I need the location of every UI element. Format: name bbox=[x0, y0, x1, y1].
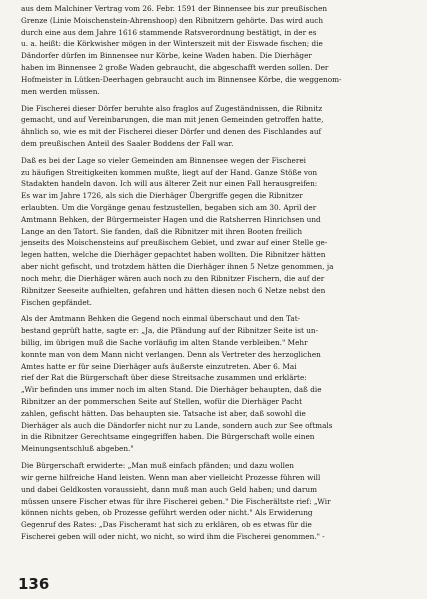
text-line: u. a. heißt: die Körkwisher mögen in der Winterszeit mit der Eiswade fischen; die bbox=[21, 39, 323, 49]
page-number: 136 bbox=[18, 575, 50, 593]
text-line: in die Ribnitzer Gerechtsame eingegriffen haben. Die Bürgerschaft wolle einen bbox=[21, 432, 315, 442]
text-line: aus dem Malchiner Vertrag vom 26. Febr. 1591 der Binnensee bis zur preußischen bbox=[21, 4, 328, 13]
text-line: Amtmann Behken, der Bürgermeister Hagen und die Ratsherren Hinrichsen und bbox=[21, 214, 321, 224]
paragraph bbox=[21, 103, 406, 150]
text-line: rief der Rat die Bürgerschaft über diese Streitsache zusammen und erklärte: bbox=[21, 373, 307, 383]
text-line: dem preußischen Anteil des Saaler Boddens der Fall war. bbox=[21, 138, 234, 148]
text-line: Dierhäger als auch die Dändorfer nicht nur zu Lande, sondern auch zur See oftmals bbox=[21, 420, 333, 430]
text-line: können nichts geben, ob Prozesse geführt werden oder nicht." Als Erwiderung bbox=[21, 508, 313, 518]
text-line: Ribnitzer an der pommerschen Seite auf Stellen, wofür die Dierhäger Pacht bbox=[21, 397, 303, 406]
text-line: Meinungsentschluß abgeben." bbox=[21, 444, 134, 454]
text-line: konnte man von dem Mann nicht verlangen. Denn als Vertreter des herzoglichen bbox=[21, 349, 321, 359]
text-line: jenseits des Moischensteins auf preußischem Gebiet, und zwar auf einer Stelle ge- bbox=[21, 238, 328, 248]
text-line: Daß es bei der Lage so vieler Gemeinden am Binnensee wegen der Fischerei bbox=[21, 155, 306, 165]
text-line: Die Bürgerschaft erwiderte: „Man muß einfach pfänden; und dazu wollen bbox=[21, 461, 295, 471]
text-line: Stadakten handeln davon. Ich will aus älterer Zeit nur einen Fall herausgreifen: bbox=[21, 179, 318, 189]
text-line: noch mehr, die Dierhäger wären auch noch zu den Ribnitzer Fischern, die auf der bbox=[21, 273, 325, 283]
text-line: Fischerei geben will oder nicht, wo nicht, so wird ihm die Fischerei genommen." - bbox=[21, 531, 325, 541]
text-line: legen hatten, welche die Dierhäger gepachtet haben wollten. Die Ribnitzer hätten bbox=[21, 250, 326, 260]
text-line: und dabei Geldkosten voraussieht, dann muß man auch Geld haben; und darum bbox=[21, 484, 318, 494]
text-line: erlaubten. Um die Vorgänge genau festzustellen, begaben sich am 30. April der bbox=[21, 203, 317, 212]
paragraph bbox=[21, 313, 406, 455]
paragraph bbox=[21, 460, 406, 543]
text-line: Ribnitzer Seeseite aufhielten, gefahren und hätten diesen noch 6 Netze nebst den bbox=[21, 285, 326, 295]
text-line: Es war im Jahre 1726, als sich die Dierhäger Übergriffe gegen die Ribnitzer bbox=[21, 191, 303, 201]
text-line: Hofmeister in Lütken-Deerhagen gebraucht auch im Binnensee Körbe, die weggenom- bbox=[21, 74, 342, 84]
paragraph bbox=[21, 3, 406, 98]
text-line: Gegenruf des Rates: „Das Fischeramt hat sich zu erklären, ob es etwas für die bbox=[21, 520, 312, 530]
text-line: Als der Amtmann Behken die Gegend noch einmal überschaut und den Tat- bbox=[21, 314, 301, 324]
text-line: wir gerne hilfreiche Hand leisten. Wenn man aber vielleicht Prozesse führen will bbox=[21, 472, 321, 482]
text-line: Die Fischerei dieser Dörfer beruhte also fraglos auf Zugeständnissen, die Ribnitz bbox=[21, 103, 323, 113]
text-line: zahlen, gefischt hätten. Das behaupten sie. Tatsache ist aber, daß sowohl die bbox=[21, 408, 306, 418]
text-line: Amtes hatte er für seine Dierhäger aufs äußerste einzutreten. Aber 6. Mai bbox=[21, 361, 297, 371]
text-line: billig, im übrigen muß die Sache vorläufig im alten Stande verbleiben." Mehr bbox=[21, 337, 308, 347]
text-line: Fischen gepfändet. bbox=[21, 297, 92, 307]
text-line: „Wir befinden uns immer noch im alten Stand. Die Dierhäger behaupten, daß die bbox=[21, 385, 322, 395]
text-line: zu häufigen Streitigkeiten kommen mußte, liegt auf der Hand. Ganze Stöße von bbox=[21, 167, 318, 177]
text-line: müssen unsere Fischer etwas für ihre Fischerei geben." Die Fischerältste rief: „Wir bbox=[21, 496, 331, 506]
text-line: gemacht, und auf Vereinbarungen, die man mit jenen Gemeinden getroffen hatte, bbox=[21, 115, 324, 125]
text-line: ähnlich so, wie es mit der Fischerei dieser Dörfer und denen des Fischlandes auf bbox=[21, 127, 322, 137]
text-line: haben im Binnensee 2 große Waden gebraucht, die abgeschafft werden sollen. Der bbox=[21, 63, 329, 73]
page-body bbox=[21, 3, 406, 543]
text-line: men werden müssen. bbox=[21, 86, 100, 96]
text-line: Dändorfer dürfen im Binnensee nur Körbe, keine Waden haben. Die Dierhäger bbox=[21, 51, 312, 61]
text-line: Lange an den Tatort. Sie fanden, daß die Ribnitzer mit ihren Booten freilich bbox=[21, 226, 303, 236]
text-line: aber nicht gefischt, und trotzdem hätten die Dierhäger ihnen 5 Netze genommen, ja bbox=[21, 262, 334, 272]
paragraph bbox=[21, 155, 406, 309]
text-line: bestand geprüft hatte, sagte er: „Ja, die Pfändung auf der Ribnitzer Seite ist un- bbox=[21, 326, 319, 336]
text-line: Grenze (Linie Moischenstein-Ahrenshoop) den Ribnitzern gehörte. Das wird auch bbox=[21, 15, 324, 25]
text-line: durch eine aus dem Jahre 1616 stammende Ratsverordnung bestätigt, in der es bbox=[21, 27, 317, 37]
